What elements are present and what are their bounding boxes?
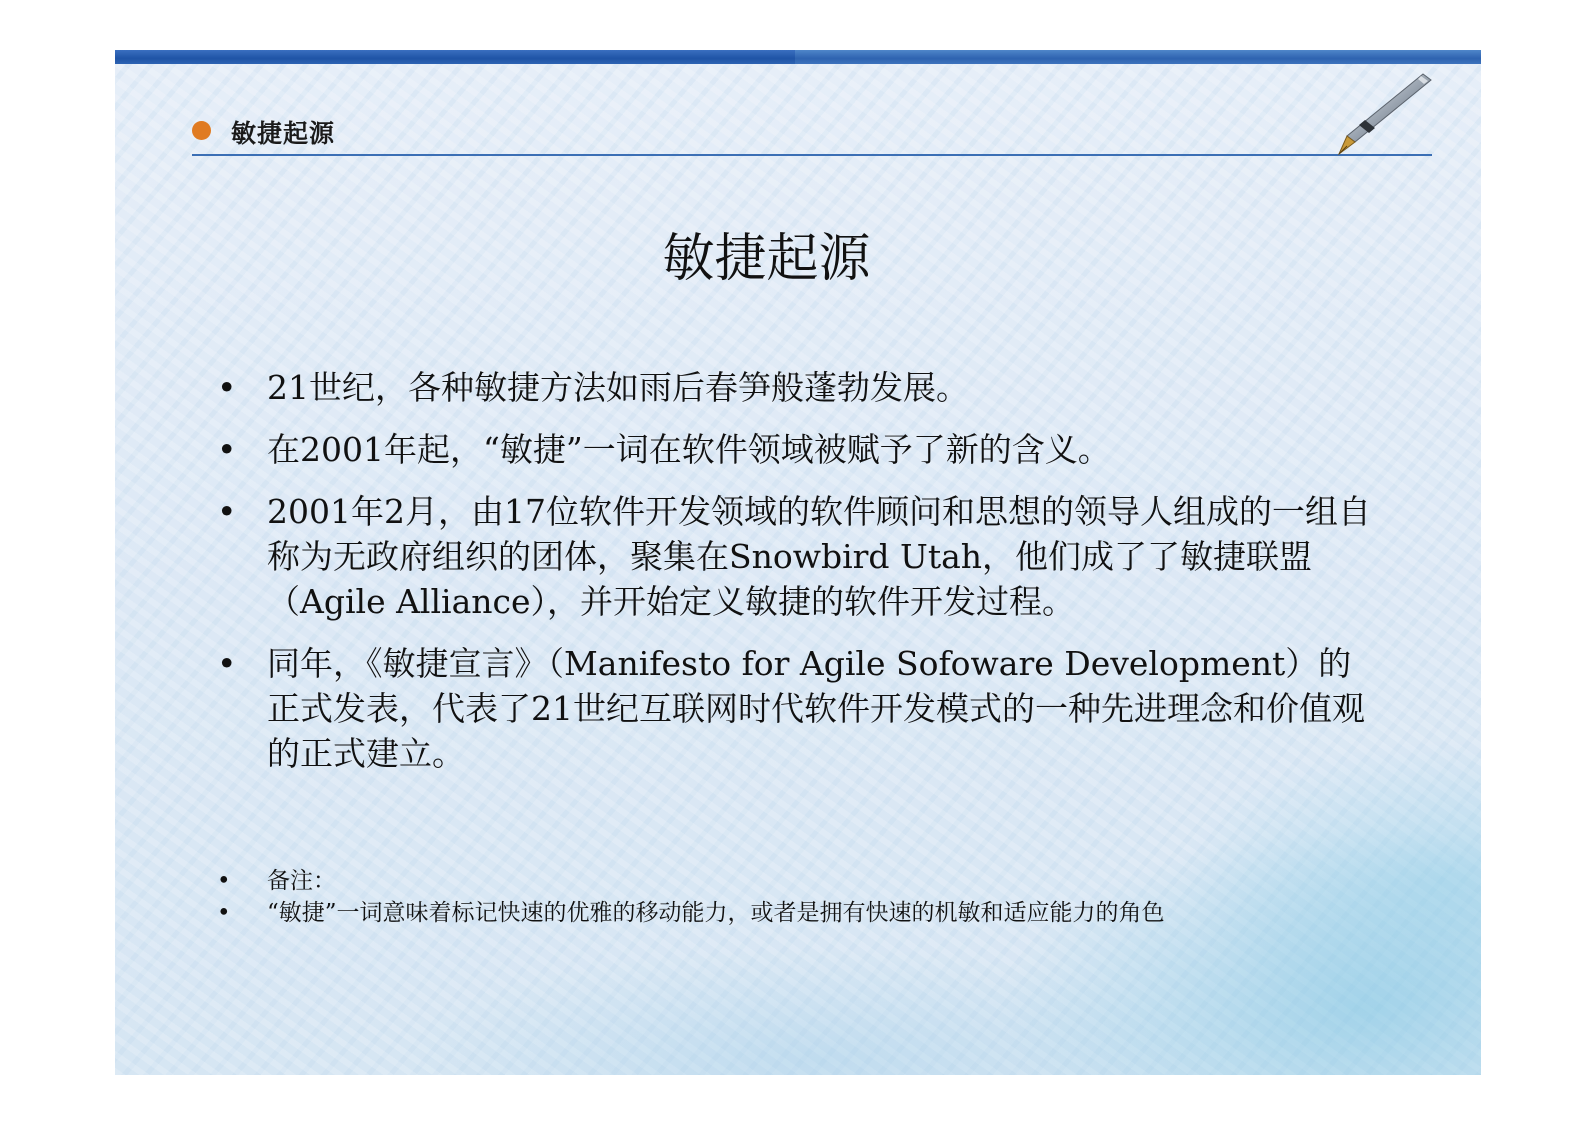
note-label: 备注：	[267, 868, 336, 894]
notes-list	[215, 865, 1375, 929]
bullet-item	[215, 365, 1375, 410]
bullet-dot: •	[217, 430, 237, 469]
bullet-item	[215, 427, 1375, 472]
bullet-item	[215, 641, 1375, 776]
bullet-item	[215, 489, 1375, 624]
header-bullet-dot	[192, 121, 211, 140]
bullet-dot: •	[217, 368, 237, 407]
bullet-text: 在2001年起，“敏捷”一词在软件领域被赋予了新的含义。	[267, 430, 1111, 469]
note-text: “敏捷”一词意味着标记快速的优雅的移动能力，或者是拥有快速的机敏和适应能力的角色	[267, 900, 1165, 926]
note-item	[215, 865, 1375, 897]
bullet-dot: •	[217, 492, 237, 531]
top-bar	[115, 50, 1481, 64]
note-dot: •	[217, 868, 231, 894]
slide	[115, 50, 1481, 1075]
header-rule	[192, 154, 1432, 156]
slide-title: 敏捷起源	[662, 229, 871, 289]
bullet-text: 2001年2月，由17位软件开发领域的软件顾问和思想的领导人组成的一组自称为无政府组织的团体，聚集在Snowbird Utah，他们成了了敏捷联盟（Agile Alliance），并开始定义敏捷的软件开发过程。	[267, 492, 1371, 621]
bullet-list	[215, 365, 1375, 793]
bullet-text: 21世纪，各种敏捷方法如雨后春笋般蓬勃发展。	[267, 368, 969, 407]
bullet-dot: •	[217, 644, 237, 683]
top-bar-segment	[115, 50, 795, 64]
note-item	[215, 897, 1375, 929]
bullet-text: 同年，《敏捷宣言》（Manifesto for Agile Sofoware Development）的正式发表，代表了21世纪互联网时代软件开发模式的一种先进理念和价值观的正式建立。	[267, 644, 1365, 773]
header-title: 敏捷起源	[231, 119, 336, 148]
pen-icon	[1325, 68, 1435, 158]
note-dot: •	[217, 900, 231, 926]
